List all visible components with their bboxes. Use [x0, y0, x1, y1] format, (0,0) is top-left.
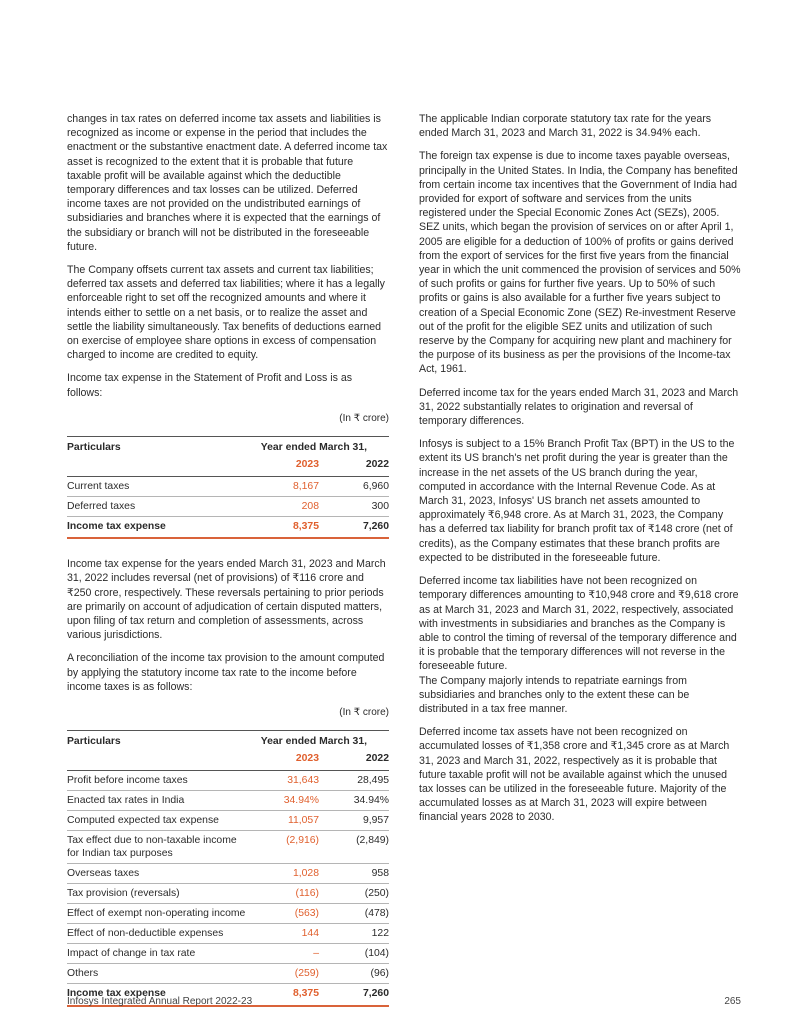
table-row: [67, 831, 389, 864]
value-2023: 208: [247, 497, 319, 517]
value-2022: 122: [319, 924, 389, 944]
left-column: [67, 112, 389, 1025]
column-header-year-2023: 2023: [247, 457, 319, 477]
total-2022: 7,260: [319, 517, 389, 539]
row-label: Computed expected tax expense: [67, 811, 247, 831]
column-header-particulars: Particulars: [67, 437, 247, 458]
column-header-year-2022: 2022: [319, 457, 389, 477]
paragraph: Income tax expense in the Statement of Profit and Loss is as follows:: [67, 372, 353, 399]
report-title: Infosys Integrated Annual Report 2022-23: [67, 996, 253, 1007]
value-2022: 6,960: [319, 477, 389, 497]
row-label: Enacted tax rates in India: [67, 791, 247, 811]
total-2023: 8,375: [247, 984, 319, 1006]
value-2023: 8,167: [247, 477, 319, 497]
value-2023: 34.94%: [247, 791, 319, 811]
table-total-row: [67, 517, 389, 539]
row-label: Deferred taxes: [67, 497, 247, 517]
paragraph: Infosys is subject to a 15% Branch Profit Tax (BPT) in the US to the extent its US branch's net profit during the year is greater than the increase in the net assets of the US branch during the year, computed in accordance with the Internal Revenue Code. As at March 31, 2023, Infosys' US branch net assets amounted to approximately ₹6,948 crore. As at March 31, 2023, the Company has a deferred tax liability for branch profit tax of ₹148 crore (net of credits), as the Company estimates that these branch profits are expected to be distributed in the foreseeable future.: [419, 438, 735, 564]
value-2022: (250): [319, 884, 389, 904]
value-2023: 1,028: [247, 864, 319, 884]
table-row: [67, 884, 389, 904]
column-header-particulars: Particulars: [67, 731, 247, 752]
table-row: [67, 497, 389, 517]
page-number: 265: [724, 996, 741, 1007]
unit-label: (In ₹ crore): [339, 412, 389, 424]
value-2023: 144: [247, 924, 319, 944]
table-row: [67, 791, 389, 811]
paragraph: Deferred income tax liabilities have not been recognized on temporary differences amounting to ₹10,948 crore and ₹9,618 crore as at March 31, 2023 and March 31, 2022, respectively, associated with investments in subsidiaries and branches as the Company is able to control the timing of reversal of the temporary difference and it is probable that the temporary differences will not reverse in the foreseeable future.: [419, 575, 739, 673]
table-row: [67, 964, 389, 984]
column-header-period: Year ended March 31,: [247, 731, 389, 752]
table-row: [67, 771, 389, 791]
value-2022: 9,957: [319, 811, 389, 831]
paragraph: Income tax expense for the years ended March 31, 2023 and March 31, 2022 includes reversal (net of provisions) of ₹116 crore and ₹250 crore, respectively. These reversals pertaining to prior periods are primarily on account of adjudication of certain disputed matters, upon filing of tax return and completion of assessments, across various jurisdictions.: [67, 558, 386, 642]
paragraph: changes in tax rates on deferred income tax assets and liabilities is recognized as income or expense in the period that includes the enactment or the substantive enactment date. A deferred income tax asset is recognized to the extent that it is probable that future taxable profit will be available against which the deductible temporary differences and tax losses can be utilized. Deferred income taxes are not provided on the undistributed earnings of subsidiaries and branches where it is expected that the earnings of the subsidiary or branch will not be distributed in the foreseeable future.: [67, 113, 388, 253]
unit-label: (In ₹ crore): [339, 707, 389, 719]
value-2022: 28,495: [319, 771, 389, 791]
total-label: Income tax expense: [67, 984, 247, 1006]
paragraph: A reconciliation of the income tax provision to the amount computed by applying the statutory income tax rate to the income before income taxes is as follows:: [67, 652, 385, 693]
value-2023: –: [247, 944, 319, 964]
row-label: Effect of non-deductible expenses: [67, 924, 247, 944]
paragraph: The foreign tax expense is due to income taxes payable overseas, principally in the United States. In India, the Company has benefited from certain income tax incentives that the Government of India had provided for export of software and services from the units registered under the Special Economic Zones Act (SEZs), 2005. SEZ units, which began the provision of services on or after April 1, 2005 are eligible for a deduction of 100% of profits or gains derived from the export of services for the first five years from the financial year in which the unit commenced the provision of services and 50% of such profits or gains for further five years. Up to 50% of such profits or gains is also available for a further five years subject to creation of a Special Economic Zone (SEZ) Re-investment Reserve out of the profit for the eligible SEZ units and utilization of such reserve by the Company for acquiring new plant and machinery for the purpose of its business as per the provisions of the Income-tax Act, 1961.: [419, 150, 741, 376]
table-row: [67, 944, 389, 964]
total-2022: 7,260: [319, 984, 389, 1006]
table-row: [67, 904, 389, 924]
row-label: Effect of exempt non-operating income: [67, 904, 247, 924]
right-column: [419, 112, 741, 834]
column-header-period: Year ended March 31,: [247, 437, 389, 458]
row-label: Impact of change in tax rate: [67, 944, 247, 964]
table-row: [67, 477, 389, 497]
table-row: [67, 864, 389, 884]
value-2022: 34.94%: [319, 791, 389, 811]
value-2022: (2,849): [319, 831, 389, 864]
value-2023: (116): [247, 884, 319, 904]
value-2022: (478): [319, 904, 389, 924]
table-row: [67, 924, 389, 944]
table-row: [67, 811, 389, 831]
value-2023: (563): [247, 904, 319, 924]
paragraph: Deferred income tax assets have not been recognized on accumulated losses of ₹1,358 crore and ₹1,345 crore as at March 31, 2023 and March 31, 2022, respectively as it is probable that future taxable profit will not be available against which the unused tax losses can be utilized in the foreseeable future. Majority of the accumulated losses as at March 31, 2023 will expire between financial years 2028 to 2030.: [419, 726, 730, 824]
value-2022: (104): [319, 944, 389, 964]
row-label: Profit before income taxes: [67, 771, 247, 791]
value-2023: (2,916): [247, 831, 319, 864]
paragraph: Deferred income tax for the years ended March 31, 2023 and March 31, 2022 substantially relates to origination and reversal of temporary differences.: [419, 386, 739, 428]
row-label: Tax effect due to non-taxable income for Indian tax purposes: [67, 831, 247, 864]
total-2023: 8,375: [247, 517, 319, 539]
row-label: Overseas taxes: [67, 864, 247, 884]
income-tax-expense-table: [67, 412, 389, 539]
value-2023: 11,057: [247, 811, 319, 831]
total-label: Income tax expense: [67, 517, 247, 539]
tax-reconciliation-table: [67, 706, 389, 1006]
column-header-year-2023: 2023: [247, 751, 319, 771]
value-2023: (259): [247, 964, 319, 984]
row-label: Tax provision (reversals): [67, 884, 247, 904]
paragraph: The Company offsets current tax assets and current tax liabilities; deferred tax assets and deferred tax liabilities; where it has a legally enforceable right to set off the recognized amounts and where it intends either to settle on a net basis, or to realize the asset and settle the liability simultaneously. Tax benefits of deductions earned on exercise of employee share options in excess of compensation charged to income are credited to equity.: [67, 264, 385, 362]
paragraph: The Company majorly intends to repatriate earnings from subsidiaries and branches only to the extent these can be distributed in a tax free manner.: [419, 674, 690, 715]
row-label: Current taxes: [67, 477, 247, 497]
row-label: Others: [67, 964, 247, 984]
column-header-year-2022: 2022: [319, 751, 389, 771]
paragraph: The applicable Indian corporate statutory tax rate for the years ended March 31, 2023 and March 31, 2022 is 34.94% each.: [419, 113, 712, 140]
value-2022: (96): [319, 964, 389, 984]
value-2022: 958: [319, 864, 389, 884]
value-2023: 31,643: [247, 771, 319, 791]
value-2022: 300: [319, 497, 389, 517]
